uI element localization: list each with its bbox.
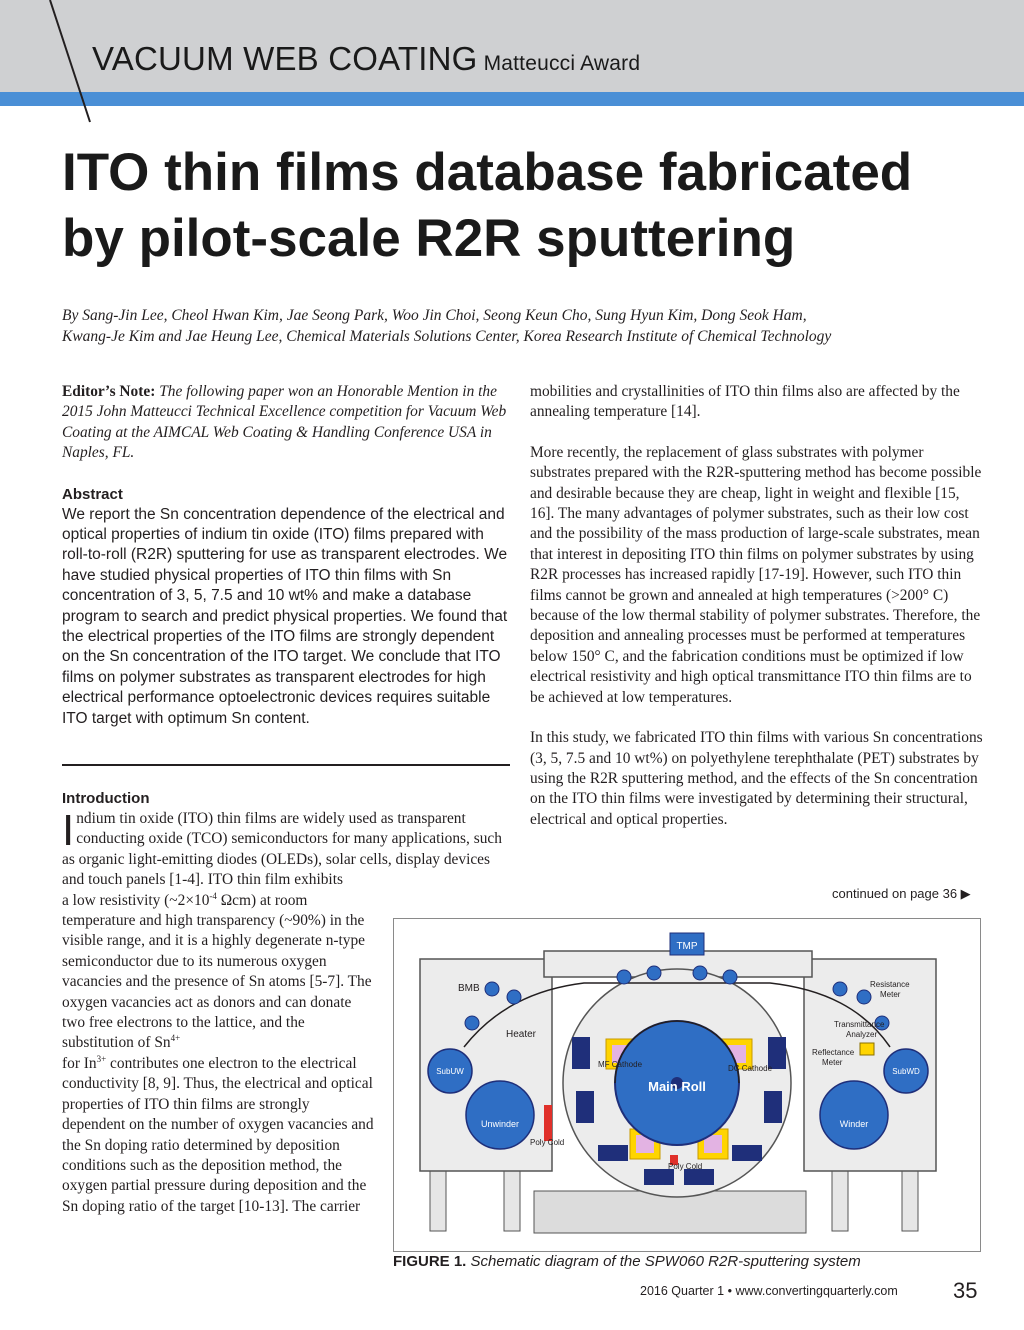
label-heater: Heater <box>506 1029 537 1040</box>
intro-sn-superscript: 4+ <box>170 1033 181 1044</box>
drop-cap: I <box>62 806 75 855</box>
label-transmittance-1: Transmittance <box>834 1020 885 1029</box>
label-poly-cold-1: Poly Cold <box>530 1138 565 1147</box>
footer-site[interactable]: www.convertingquarterly.com <box>735 1284 898 1298</box>
caption-label: FIGURE 1. <box>393 1253 467 1270</box>
right-leg <box>832 1169 848 1231</box>
section-subtitle: Matteucci Award <box>483 52 641 75</box>
right-paragraph-2: More recently, the replacement of glass substrates with polymer substrates prepared with the R2R-sputtering method has become possible and desirable because they are cheap, light in weight and flexible [15, 16]. The many advantages of polymer substrates, such as their low cost and the possibility of the mass production of large-scale substrates, mean that interest in depositing ITO thin films on polymer substrates by using R2R processes has increased rapidly [17-19]. However, such ITO thin films cannot be grown and annealed at high temperatures (>200° C) because of the low thermal stability of polymer substrates. Therefore, the deposition and annealing processes must be performed at temperatures below 150° C, and the fabrication conditions must be optimized if low electrical resistivity and high optical transmittance ITO thin films are to be achieved at low temperatures. <box>530 443 982 706</box>
right-column <box>530 382 985 830</box>
left-leg-2 <box>504 1169 520 1231</box>
label-mf-cathode: MF Cathode <box>598 1060 643 1069</box>
intro-resistivity-pre: a low resistivity (~2×10 <box>62 891 210 909</box>
label-reflectance-1: Reflectance <box>812 1048 855 1057</box>
r2r-schematic-diagram <box>394 919 980 1251</box>
label-subuw: SubUW <box>436 1067 464 1076</box>
section-name: VACUUM WEB COATING <box>92 40 478 77</box>
label-resistance-2: Meter <box>880 990 901 999</box>
article-title: ITO thin films database fabricated by pilot-scale R2R sputtering <box>62 143 913 268</box>
label-reflectance-2: Meter <box>822 1058 843 1067</box>
editor-note-text: The following paper won an Honorable Mention in the 2015 John Matteucci Technical Excellence competition for Vacuum Web Coating at the AIMCAL Web Coating & Handling Conference USA in Naples, FL. <box>62 383 507 462</box>
page-number: 35 <box>953 1278 978 1303</box>
byline-line-1: By Sang-Jin Lee, Cheol Hwan Kim, Jae Seong Park, Woo Jin Choi, Seong Keun Cho, Sung Hyun Kim, Dong Seok Ham, <box>62 307 807 324</box>
label-main-roll: Main Roll <box>648 1079 706 1094</box>
label-subwd: SubWD <box>892 1067 920 1076</box>
footer-bullet: • <box>727 1284 732 1298</box>
left-leg <box>430 1169 446 1231</box>
introduction-heading: Introduction <box>62 790 150 807</box>
intro-text-b: contributes one electron to the electrical conductivity [8, 9]. Thus, the electrical and optical properties of ITO thin films are strongly dependent on the number of oxygen vacancies and the Sn doping ratio determined by deposition conditions such as the deposition method, the oxygen partial pressure during deposition and the Sn doping ratio of the target [10-13]. The carrier <box>62 1054 374 1215</box>
introduction-paragraph-narrow <box>62 891 374 1218</box>
page-footer <box>640 1284 898 1298</box>
byline-line-2: Kwang-Je Kim and Jae Heung Lee, Chemical Materials Solutions Center, Korea Research Institute of Chemical Technology <box>62 328 832 345</box>
unwinder-roll <box>466 1081 534 1149</box>
intro-in-superscript: 3+ <box>96 1053 107 1064</box>
intro-resistivity-post: Ωcm) at room temperature and high transparency (~90%) in the visible range, and it is a highly degenerate n-type semiconductor due to its numerous oxygen vacancies and the presence of Sn atoms [5-7]. The oxygen vacancies act as donors and can donate two free electrons to the lattice, and the substitution of Sn <box>62 891 372 1052</box>
figure-caption <box>393 1253 861 1270</box>
winder-roll <box>820 1081 888 1149</box>
label-transmittance-2: Analyzer <box>846 1030 878 1039</box>
right-paragraph-3: In this study, we fabricated ITO thin films with various Sn concentrations (3, 5, 7.5 and 10 wt%) on polyethylene terephthalate (PET) substrates by using the R2R sputtering method, and the effects of the Sn concentration on the ITO thin films were investigated by determining their structural, electrical and optical properties. <box>530 729 983 828</box>
right-leg-2 <box>902 1169 918 1231</box>
transmittance-analyzer <box>860 1043 874 1055</box>
continued-link[interactable]: continued on page 36 ▶ <box>832 886 971 901</box>
poly-cold-left <box>544 1105 552 1141</box>
right-paragraph-1: mobilities and crystallinities of ITO thin films also are affected by the annealing temperature [14]. <box>530 383 960 421</box>
intro-resistivity-exponent: -4 <box>209 890 217 901</box>
introduction-paragraph-top <box>62 806 512 891</box>
editor-note-label: Editor’s Note: <box>62 383 156 400</box>
section-title <box>92 40 640 78</box>
label-dc-cathode: DC Cathode <box>728 1064 773 1073</box>
label-bmb: BMB <box>458 983 480 994</box>
intro-for-in: for In <box>62 1054 97 1072</box>
label-winder: Winder <box>839 1119 869 1129</box>
article-byline <box>62 305 962 347</box>
figure-schematic <box>393 918 981 1252</box>
label-tmp: TMP <box>676 941 698 952</box>
header-accent-line <box>0 92 1024 106</box>
left-column <box>62 382 512 729</box>
header-slash-decoration <box>0 0 100 125</box>
abstract-text: We report the Sn concentration dependence of the electrical and optical properties of indium tin oxide (ITO) films prepared with roll-to-roll (R2R) sputtering for use as transparent electrodes. We have studied physical properties of ITO thin films with Sn concentration of 3, 5, 7.5 and 10 wt% and make a database program to search and predict physical properties. We found that the electrical properties of the ITO films are strongly dependent on the Sn concentration of the ITO target. We conclude that ITO films on polymer substrates as transparent electrodes for high electrical performance optoelectronic devices requires suitable ITO target with optimum Sn content. <box>62 505 508 727</box>
section-divider <box>62 764 510 766</box>
editor-note <box>62 382 512 464</box>
abstract-heading: Abstract <box>62 485 123 503</box>
label-unwinder: Unwinder <box>480 1119 520 1129</box>
label-poly-cold-2: Poly Cold <box>668 1162 703 1171</box>
intro-text-a: ndium tin oxide (ITO) thin films are widely used as transparent conducting oxide (TCO) semiconductors for many applications, such as organic light-emitting diodes (OLEDs), solar cells, display devices and touch panels [1-4]. ITO thin film exhibits <box>62 810 502 889</box>
caption-text: Schematic diagram of the SPW060 R2R-sputtering system <box>470 1253 861 1270</box>
footer-issue: 2016 Quarter 1 <box>640 1284 725 1298</box>
label-resistance-1: Resistance <box>870 980 910 989</box>
